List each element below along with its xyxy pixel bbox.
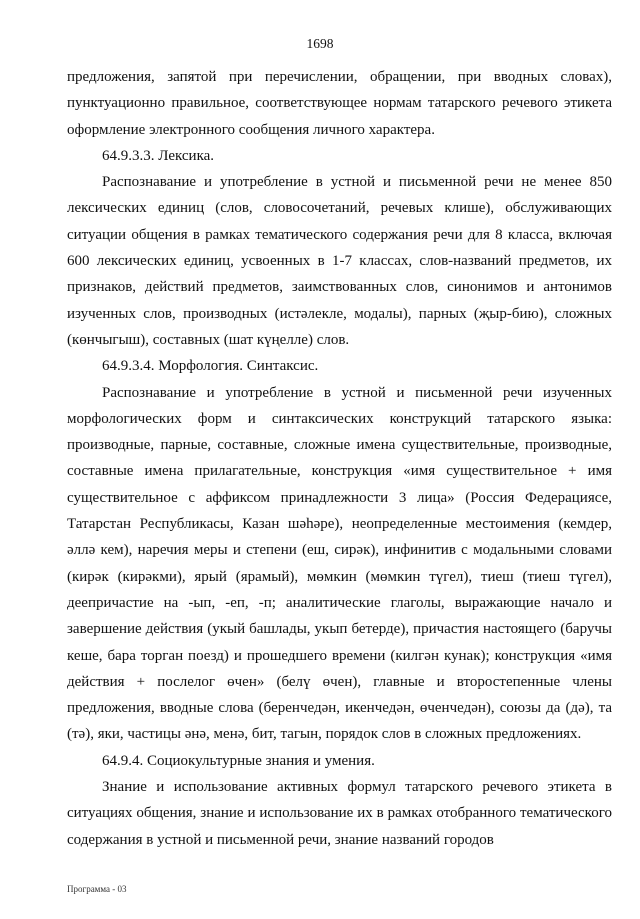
section-heading-lexicon: 64.9.3.3. Лексика.	[102, 147, 215, 164]
paragraph-sociocultural: Знание и использование активных формул татарского речевого этикета в ситуациях общения, знание и использование их в рамках отобранного тематического содержания в устной и письменной речи, знание названий городов	[67, 779, 612, 848]
paragraph-morphology-syntax: Распознавание и употребление в устной и письменной речи изученных морфологических форм и синтаксических конструкций татарского языка: производные, парные, составные, сложные имена существительные, производные, составные имена прилагательные, конструкция «имя существительное + имя существительное с аффиксом принадлежности 3 лица» (Россия Федерациясе, Татарстан Республикасы, Казан шәһәре), неопределенные местоимения (кемдер, әллә кем), наречия меры и степени (еш, сирәк), инфинитив с модальными словами (кирәк (кирәкми), ярый (ярамый), мөмкин (мөмкин түгел), тиеш (тиеш түгел), деепричастие на -ып, -еп, -п; аналитические глаголы, выражающие начало и завершение действия (укый башлады, укып бетерде), причастия настоящего (баручы кеше, бара торган поезд) и прошедшего времени (килгән кунак); конструкция «имя действия + послелог өчен» (белү өчен), главные и второстепенные члены предложения, вводные слова (беренчедән, икенчедән, өченчедән), союзы да (дә), та (тә), яки, частицы әнә, менә, бит, тагын, порядок слов в сложных предложениях.	[67, 384, 612, 743]
section-heading-sociocultural: 64.9.4. Социокультурные знания и умения.	[102, 752, 375, 769]
section-heading-morphology-syntax: 64.9.3.4. Морфология. Синтаксис.	[102, 358, 319, 375]
paragraph-lexicon: Распознавание и употребление в устной и письменной речи не менее 850 лексических единиц (слов, словосочетаний, речевых клише), обслуживающих ситуации общения в рамках тематического содержания речи для 8 класса, включая 600 лексических единиц, усвоенных в 1-7 классах, слов-названий предметов, их признаков, действий предметов, заимствованных слов, синонимов и антонимов изученных слов, производных (истәлекле, модалы), парных (җыр-бию), сложных (көнчыгыш), составных (шат күңелле) слов.	[67, 174, 612, 348]
page-footer: Программа - 03	[67, 884, 127, 894]
body-text	[67, 64, 612, 853]
page-number: 1698	[306, 36, 334, 51]
paragraph-continuation: предложения, запятой при перечислении, обращении, при вводных словах), пунктуационно правильное, соответствующее нормам татарского речевого этикета оформление электронного сообщения личного характера.	[67, 69, 612, 138]
